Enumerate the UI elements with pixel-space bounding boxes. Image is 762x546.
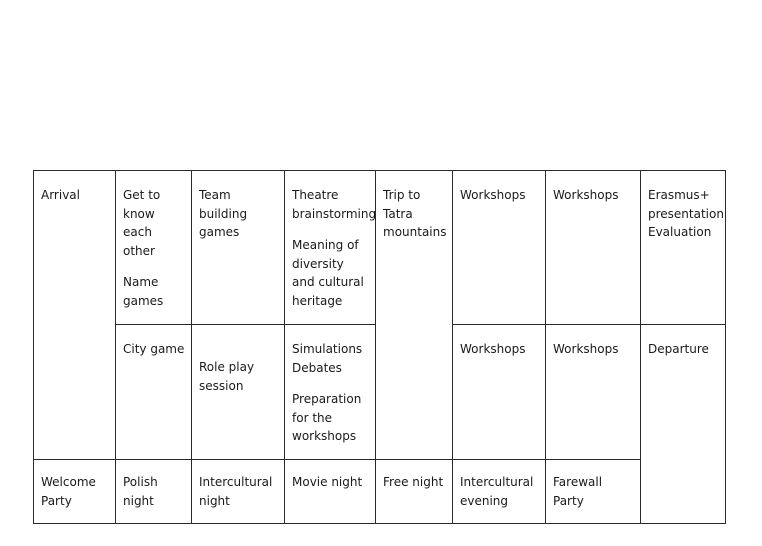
cell-day2-evening xyxy=(116,460,192,524)
cell-day2-afternoon xyxy=(116,325,192,460)
cell-text: Free night xyxy=(383,475,444,489)
cell-text: Workshops xyxy=(460,342,526,356)
cell-day7-morning xyxy=(546,171,641,325)
cell-text: City game xyxy=(123,342,185,356)
cell-text: Name games xyxy=(123,275,164,308)
cell-text: Erasmus+ presentation Evaluation xyxy=(648,188,724,239)
cell-day6-afternoon xyxy=(453,325,546,460)
cell-text: Preparation for the workshops xyxy=(292,392,362,443)
cell-day5-evening xyxy=(376,460,453,524)
cell-text: Workshops xyxy=(460,188,526,202)
cell-text: Team building games xyxy=(199,188,248,239)
cell-day4-evening xyxy=(285,460,376,524)
cell-text: Role play session xyxy=(199,360,255,393)
cell-day6-morning xyxy=(453,171,546,325)
cell-text: Departure xyxy=(648,342,709,356)
evening-row xyxy=(34,460,726,524)
cell-day5-trip xyxy=(376,171,453,460)
cell-day3-afternoon xyxy=(192,325,285,460)
cell-day7-afternoon xyxy=(546,325,641,460)
cell-text: Simulations Debates xyxy=(292,342,363,375)
cell-text: Trip to Tatra mountains xyxy=(383,188,447,239)
cell-day3-evening xyxy=(192,460,285,524)
cell-text: Intercultural night xyxy=(199,475,273,508)
cell-day2-morning xyxy=(116,171,192,325)
cell-day6-evening xyxy=(453,460,546,524)
cell-text: Polish night xyxy=(123,475,158,508)
cell-day4-morning xyxy=(285,171,376,325)
cell-day1-evening xyxy=(34,460,116,524)
cell-day3-morning xyxy=(192,171,285,325)
schedule-table xyxy=(33,170,726,524)
cell-text: Intercultural evening xyxy=(460,475,534,508)
cell-day8-afternoon xyxy=(641,325,726,524)
cell-text: Movie night xyxy=(292,475,363,489)
cell-text: Workshops xyxy=(553,342,619,356)
cell-text: Meaning of diversity and cultural heritage xyxy=(292,238,364,308)
cell-text: Get to know each other xyxy=(123,188,161,258)
cell-text: Theatre brainstorming xyxy=(292,188,377,221)
cell-text: Welcome Party xyxy=(41,475,96,508)
cell-day8-morning xyxy=(641,171,726,325)
morning-row xyxy=(34,171,726,325)
cell-day4-afternoon xyxy=(285,325,376,460)
cell-day7-evening xyxy=(546,460,641,524)
cell-text: Workshops xyxy=(553,188,619,202)
cell-text: Farewall Party xyxy=(553,475,603,508)
cell-text: Arrival xyxy=(41,188,80,202)
cell-arrival xyxy=(34,171,116,460)
